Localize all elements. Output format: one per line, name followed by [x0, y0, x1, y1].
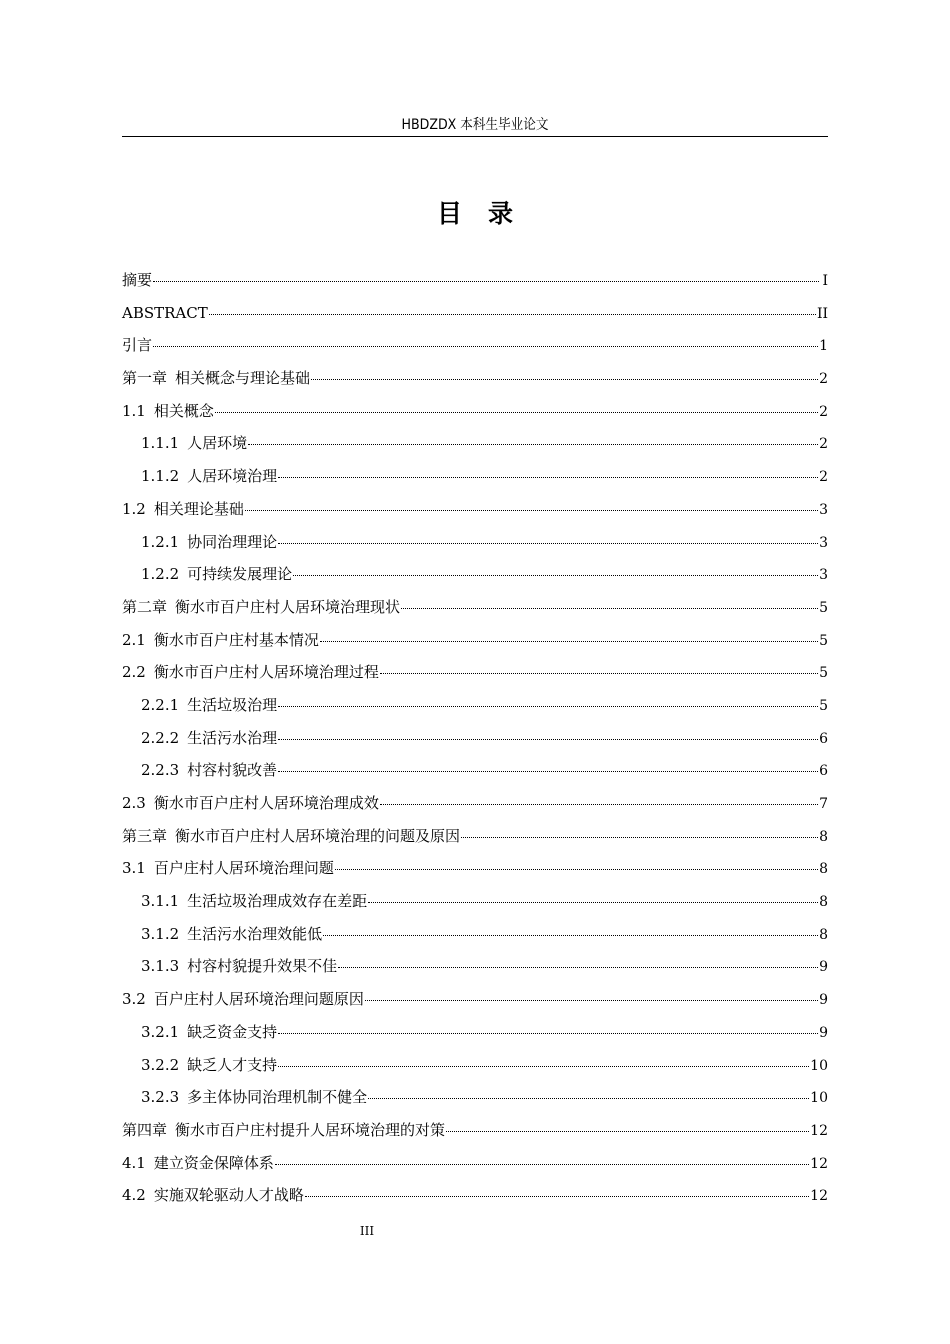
toc-entry-page: 1	[819, 338, 828, 355]
toc-entry-number: 3.1.3	[141, 957, 180, 976]
dot-leader	[305, 1196, 809, 1197]
toc-entry-number: 1.1.2	[141, 467, 180, 486]
toc-entry-label	[122, 852, 334, 885]
toc-entry-number: 4.2	[122, 1186, 146, 1205]
toc-entry-number: 2.2.3	[141, 761, 180, 780]
toc-entry[interactable]	[122, 591, 828, 624]
running-header: HBDZDX 本科生毕业论文	[401, 117, 549, 133]
dot-leader	[401, 608, 818, 609]
toc-entry-title: 可持续发展理论	[187, 565, 293, 584]
toc-entry[interactable]	[122, 918, 828, 951]
toc-entry[interactable]	[122, 329, 828, 362]
toc-entry-page: 12	[810, 1188, 828, 1205]
toc-entry-page: 2	[819, 403, 828, 420]
toc-entry-label	[122, 983, 364, 1016]
dot-leader	[320, 641, 818, 642]
toc-entry-number: 第一章	[122, 369, 168, 388]
toc-entry-number: 第四章	[122, 1120, 168, 1139]
dot-leader	[278, 706, 818, 707]
dot-leader	[248, 444, 818, 445]
table-of-contents	[122, 264, 828, 1212]
toc-entry-number: 4.1	[122, 1153, 146, 1172]
toc-entry-label	[122, 591, 400, 624]
toc-entry-title: 建立资金保障体系	[153, 1153, 274, 1172]
toc-entry[interactable]	[122, 885, 828, 918]
toc-entry-number: 3.2.3	[141, 1088, 180, 1107]
dot-leader	[365, 1000, 818, 1001]
toc-entry[interactable]	[122, 1114, 828, 1147]
toc-entry-label	[141, 950, 337, 983]
toc-entry-page: 10	[810, 1057, 828, 1074]
toc-entry-title: 缺乏资金支持	[187, 1022, 278, 1041]
toc-entry-label	[122, 493, 244, 526]
toc-entry[interactable]	[122, 983, 828, 1016]
dot-leader	[380, 804, 818, 805]
toc-entry-page: I	[822, 273, 828, 289]
toc-entry-title: 摘要	[122, 271, 153, 289]
toc-entry[interactable]	[122, 1179, 828, 1212]
toc-entry[interactable]	[122, 493, 828, 526]
toc-entry[interactable]	[122, 754, 828, 787]
toc-entry-title: 村容村貌提升效果不佳	[187, 957, 338, 976]
toc-entry-title: 人居环境治理	[187, 467, 278, 486]
toc-entry[interactable]	[122, 624, 828, 657]
toc-entry-title: ABSTRACT	[122, 303, 208, 322]
dot-leader	[278, 771, 818, 772]
toc-entry-label	[141, 460, 277, 493]
toc-entry-page: 9	[819, 1024, 828, 1041]
toc-entry-page: 2	[819, 371, 828, 388]
toc-entry[interactable]	[122, 1016, 828, 1049]
dot-leader	[368, 902, 818, 903]
toc-entry-page: 2	[819, 469, 828, 486]
toc-entry[interactable]	[122, 787, 828, 820]
toc-entry-number: 1.2.1	[141, 532, 180, 551]
toc-entry-page: 7	[819, 796, 828, 812]
toc-entry-title: 相关理论基础	[153, 499, 244, 518]
toc-entry-page: 9	[819, 959, 828, 976]
toc-entry-label	[141, 689, 277, 722]
toc-entry-label	[141, 558, 292, 591]
dot-leader	[275, 1164, 809, 1165]
dot-leader	[209, 314, 816, 315]
toc-entry-label	[122, 362, 310, 395]
toc-entry-number: 1.1.1	[141, 434, 180, 453]
toc-entry-label	[122, 395, 214, 428]
dot-leader	[278, 1033, 818, 1034]
toc-entry-number: 1.2	[122, 499, 146, 518]
toc-entry-number: 2.1	[122, 630, 146, 649]
dot-leader	[278, 543, 818, 544]
toc-entry-label	[141, 722, 277, 755]
toc-entry-label	[122, 656, 379, 689]
toc-entry-title: 生活垃圾治理	[187, 695, 278, 714]
toc-entry-number: 3.2	[122, 990, 146, 1009]
toc-entry-title: 衡水市百户庄村提升人居环境治理的对策	[175, 1120, 446, 1139]
toc-entry-number: 第二章	[122, 597, 168, 616]
page-title: 目录	[436, 199, 539, 228]
dot-leader	[380, 673, 818, 674]
toc-entry-label	[122, 624, 319, 657]
toc-entry-title: 衡水市百户庄村人居环境治理过程	[153, 663, 379, 682]
toc-entry-label	[141, 427, 247, 460]
toc-entry-page: 8	[819, 926, 828, 943]
toc-entry-number: 3.1.1	[141, 892, 180, 911]
toc-entry-page: 6	[819, 763, 828, 780]
dot-leader	[368, 1098, 809, 1099]
toc-entry-page: 3	[819, 534, 828, 551]
toc-entry-number: 3.2.2	[141, 1055, 180, 1074]
dot-leader	[278, 739, 818, 740]
toc-entry-page: 3	[819, 567, 828, 584]
toc-entry-label	[122, 329, 152, 362]
toc-entry-page: 3	[819, 501, 828, 518]
toc-entry-number: 3.1.2	[141, 924, 180, 943]
toc-entry[interactable]	[122, 460, 828, 493]
dot-leader	[153, 281, 819, 282]
toc-entry-title: 人居环境	[187, 434, 248, 453]
toc-entry[interactable]	[122, 297, 828, 330]
toc-entry[interactable]	[122, 427, 828, 460]
toc-entry-label	[122, 1179, 304, 1212]
dot-leader	[446, 1131, 809, 1132]
toc-entry-number: 2.2	[122, 663, 146, 682]
toc-entry[interactable]	[122, 1147, 828, 1180]
toc-entry-label	[122, 787, 379, 820]
toc-entry-title: 百户庄村人居环境治理问题	[153, 859, 334, 878]
dot-leader	[153, 346, 818, 347]
toc-entry[interactable]	[122, 689, 828, 722]
toc-entry[interactable]	[122, 1049, 828, 1082]
toc-entry-label	[122, 264, 152, 297]
toc-entry-title: 协同治理理论	[187, 532, 278, 551]
dot-leader	[311, 379, 818, 380]
toc-entry-number: 2.3	[122, 794, 146, 812]
toc-entry-page: 8	[819, 894, 828, 911]
dot-leader	[278, 477, 818, 478]
toc-entry-title: 生活污水治理效能低	[187, 924, 323, 943]
toc-entry-page: 12	[810, 1155, 828, 1172]
dot-leader	[338, 967, 818, 968]
toc-entry-label	[141, 526, 277, 559]
toc-entry-number: 2.2.2	[141, 728, 180, 747]
toc-entry-title: 衡水市百户庄村基本情况	[153, 630, 319, 649]
toc-entry-page: 6	[819, 730, 828, 747]
toc-entry[interactable]	[122, 526, 828, 559]
toc-entry-title: 多主体协同治理机制不健全	[187, 1088, 368, 1107]
toc-entry-label	[141, 1049, 277, 1082]
toc-entry-label	[122, 297, 208, 330]
toc-entry[interactable]	[122, 1081, 828, 1114]
toc-entry-title: 村容村貌改善	[187, 761, 278, 780]
toc-entry-number: 1.1	[122, 401, 146, 420]
toc-entry-title: 相关概念与理论基础	[175, 369, 311, 388]
toc-entry-page: 10	[810, 1090, 828, 1107]
toc-entry-page: 8	[819, 861, 828, 878]
toc-entry[interactable]	[122, 558, 828, 591]
toc-entry-title: 衡水市百户庄村人居环境治理现状	[175, 597, 401, 616]
toc-entry-title: 生活污水治理	[187, 728, 278, 747]
dot-leader	[461, 837, 818, 838]
toc-entry[interactable]	[122, 722, 828, 755]
dot-leader	[215, 412, 818, 413]
toc-entry[interactable]	[122, 820, 828, 853]
dot-leader	[278, 1066, 809, 1067]
toc-entry-page: 5	[819, 599, 828, 616]
dot-leader	[323, 935, 818, 936]
toc-entry-page: 2	[819, 436, 828, 453]
toc-entry-title: 缺乏人才支持	[187, 1055, 278, 1074]
toc-entry-label	[122, 820, 460, 853]
toc-entry-page: 9	[819, 992, 828, 1009]
toc-entry[interactable]	[122, 656, 828, 689]
header-divider	[122, 136, 828, 137]
toc-entry-label	[141, 885, 367, 918]
toc-entry[interactable]	[122, 264, 828, 297]
toc-entry-number: 第三章	[122, 826, 168, 845]
toc-entry-number: 3.1	[122, 859, 146, 878]
dot-leader	[245, 510, 818, 511]
toc-entry-number: 1.2.2	[141, 565, 180, 584]
toc-entry-page: 5	[819, 665, 828, 682]
toc-entry-title: 衡水市百户庄村人居环境治理成效	[153, 794, 379, 812]
dot-leader	[293, 575, 818, 576]
toc-entry-number: 3.2.1	[141, 1022, 180, 1041]
toc-entry-page: 5	[819, 697, 828, 714]
toc-entry-title: 衡水市百户庄村人居环境治理的问题及原因	[175, 826, 461, 845]
toc-entry-title: 实施双轮驱动人才战略	[153, 1186, 304, 1205]
toc-entry-label	[122, 1147, 274, 1180]
toc-entry-label	[141, 1081, 367, 1114]
toc-entry-title: 引言	[122, 336, 153, 355]
toc-entry-page: 5	[819, 632, 828, 649]
toc-entry[interactable]	[122, 362, 828, 395]
toc-entry-label	[141, 754, 277, 787]
toc-entry-label	[141, 1016, 277, 1049]
toc-entry[interactable]	[122, 395, 828, 428]
toc-entry-title: 生活垃圾治理成效存在差距	[187, 892, 368, 911]
toc-entry-page: II	[816, 305, 828, 322]
toc-entry-number: 2.2.1	[141, 695, 180, 714]
toc-entry-title: 相关概念	[153, 401, 214, 420]
toc-entry-page: 8	[819, 828, 828, 845]
toc-entry[interactable]	[122, 852, 828, 885]
toc-entry-label	[122, 1114, 445, 1147]
toc-entry-label	[141, 918, 322, 951]
toc-entry-page: 12	[810, 1122, 828, 1139]
toc-entry[interactable]	[122, 950, 828, 983]
toc-entry-title: 百户庄村人居环境治理问题原因	[153, 990, 364, 1009]
dot-leader	[335, 869, 818, 870]
page-number: III	[359, 1224, 375, 1238]
